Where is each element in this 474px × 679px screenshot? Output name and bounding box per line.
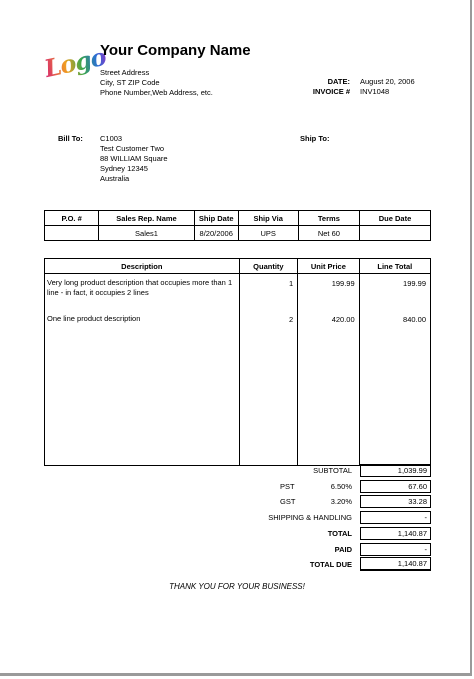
quantity-cell bbox=[239, 274, 298, 466]
col-due-date: Due Date bbox=[360, 211, 431, 226]
col-sales-rep: Sales Rep. Name bbox=[99, 211, 195, 226]
bill-to-line: Sydney 12345 bbox=[100, 164, 148, 173]
invoice-value: INV1048 bbox=[360, 87, 390, 96]
city-line: City, ST ZIP Code bbox=[100, 78, 160, 87]
bill-to-line: Australia bbox=[100, 174, 130, 183]
bill-to-line: C1003 bbox=[100, 134, 123, 143]
cell-po bbox=[45, 226, 99, 241]
line-total-cell bbox=[359, 274, 430, 466]
item-unit-price: 420.00 bbox=[331, 315, 355, 324]
cell-terms: Net 60 bbox=[298, 226, 359, 241]
col-ship-date: Ship Date bbox=[194, 211, 238, 226]
cell-ship-date: 8/20/2006 bbox=[194, 226, 238, 241]
total-due-value: 1,140.87 bbox=[360, 557, 431, 571]
paid-value: - bbox=[360, 543, 431, 556]
paid-label: PAID bbox=[334, 545, 352, 554]
date-label: DATE: bbox=[327, 77, 350, 86]
col-unit-price: Unit Price bbox=[298, 259, 359, 274]
date-value: August 20, 2006 bbox=[360, 77, 415, 86]
item-description: Very long product description that occupies more than 1 line - in fact, it occupies 2 lines bbox=[47, 278, 233, 297]
item-line-total: 199.99 bbox=[403, 279, 426, 288]
items-body bbox=[45, 274, 431, 466]
thank-you-message: THANK YOU FOR YOUR BUSINESS! bbox=[169, 582, 305, 591]
shipping-value: - bbox=[360, 511, 431, 524]
bill-to-line: 88 WILLIAM Square bbox=[100, 154, 168, 163]
company-logo bbox=[41, 41, 109, 96]
item-line-total: 840.00 bbox=[403, 315, 426, 324]
order-header-row bbox=[45, 211, 431, 226]
subtotal-label: SUBTOTAL bbox=[313, 466, 352, 475]
bill-to-label: Bill To: bbox=[58, 134, 83, 143]
line-items-table bbox=[44, 258, 431, 466]
item-quantity: 2 bbox=[289, 315, 294, 324]
pst-rate: 6.50% bbox=[330, 482, 352, 491]
items-header-row bbox=[45, 259, 431, 274]
ship-to-label: Ship To: bbox=[300, 134, 330, 143]
contact-line: Phone Number,Web Address, etc. bbox=[100, 88, 213, 97]
gst-label: GST bbox=[280, 497, 296, 506]
col-description: Description bbox=[45, 259, 240, 274]
col-quantity: Quantity bbox=[239, 259, 298, 274]
col-ship-via: Ship Via bbox=[238, 211, 298, 226]
unit-price-cell bbox=[298, 274, 359, 466]
description-cell bbox=[45, 274, 240, 466]
street-address: Street Address bbox=[100, 68, 150, 77]
item-unit-price: 199.99 bbox=[331, 279, 355, 288]
total-value: 1,140.87 bbox=[360, 527, 431, 540]
total-due-label: TOTAL DUE bbox=[309, 560, 352, 569]
pst-value: 67.60 bbox=[360, 480, 431, 493]
bill-to-address bbox=[100, 134, 168, 184]
shipping-label: SHIPPING & HANDLING bbox=[268, 513, 352, 522]
cell-sales-rep: Sales1 bbox=[99, 226, 195, 241]
col-line-total: Line Total bbox=[359, 259, 430, 274]
gst-value: 33.28 bbox=[360, 495, 431, 508]
col-terms: Terms bbox=[298, 211, 359, 226]
company-name: Your Company Name bbox=[100, 42, 251, 59]
gst-rate: 3.20% bbox=[330, 497, 352, 506]
item-quantity: 1 bbox=[289, 279, 294, 288]
pst-label: PST bbox=[280, 482, 295, 491]
order-data-row bbox=[45, 226, 431, 241]
invoice-label: INVOICE # bbox=[312, 87, 350, 96]
cell-due-date bbox=[360, 226, 431, 241]
item-description: One line product description bbox=[47, 314, 141, 323]
total-label: TOTAL bbox=[327, 529, 352, 538]
logo-text: Logo bbox=[41, 41, 109, 84]
col-po: P.O. # bbox=[45, 211, 99, 226]
subtotal-value: 1,039.99 bbox=[360, 464, 431, 477]
bill-to-line: Test Customer Two bbox=[100, 144, 165, 153]
order-info-table bbox=[44, 210, 431, 241]
cell-ship-via: UPS bbox=[238, 226, 298, 241]
